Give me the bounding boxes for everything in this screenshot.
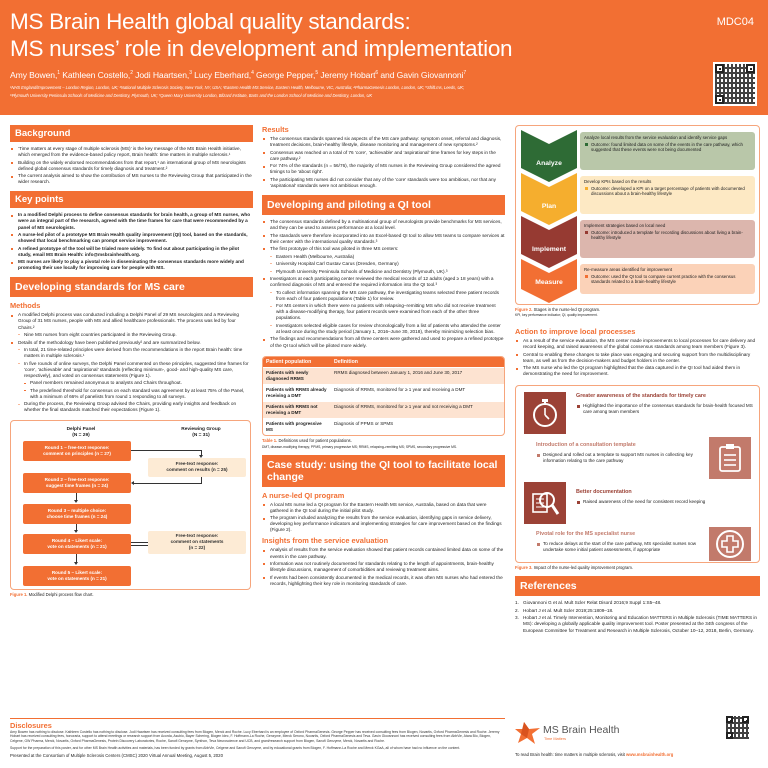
poster-code: MDC04 <box>716 16 754 28</box>
table-cell: Patients with RRMS already receiving a DMT <box>263 384 331 401</box>
column-header: Patient population <box>263 357 331 367</box>
author-affil-sup: 1 <box>57 70 60 77</box>
box-line: Free-text response: <box>175 533 219 538</box>
author-name: George Pepper, <box>256 70 316 80</box>
qi-tool-section <box>262 195 505 449</box>
bullet: The first prototype of this tool was piloted in three MS centers: <box>262 246 505 252</box>
box-line: choose time frames (n = 24) <box>46 513 108 519</box>
author-affil-sup: 5 <box>315 70 319 77</box>
connector-line <box>133 483 202 484</box>
logo-name: MS Brain Health <box>543 724 620 736</box>
bullet: If events had been consistently documented in the medical records, it was often MS nurses who had entered the records, highlighting their key role in monitoring standards of care. <box>262 575 505 587</box>
impact-text <box>536 452 706 464</box>
box-line: comment on principles (n = 27) <box>43 450 111 456</box>
subheading-action: Action to improve local processes <box>515 327 636 336</box>
arrow-down-icon <box>74 530 78 533</box>
impact-title: Greater awareness of the standards for timely care <box>576 393 707 400</box>
reference-item <box>515 600 760 606</box>
caption-text: Modified Delphi process flow chart. <box>27 591 94 597</box>
impact-title: Better documentation <box>576 489 632 496</box>
stage-label: Plan <box>541 203 557 210</box>
bullet: The program included analyzing the results from the service evaluation, identifying gaps in service delivery, developing key performance indicators and implementing strategies for care improvement based on the findings (Figure 2). <box>262 515 505 533</box>
impact-text-content: Designed and rolled out a template to support MS nurses in collecting key information relating to the care pathway <box>543 452 693 463</box>
table-row <box>263 384 504 401</box>
results-section <box>262 125 505 189</box>
impact-text-content: Raised awareness of the need for consistent record keeping <box>583 499 706 505</box>
impact-title: Introduction of a consultation template <box>536 442 636 449</box>
arrow-down-icon <box>199 455 203 458</box>
box-line: Round 3 – multiple choice: <box>47 507 107 513</box>
impact-item <box>576 394 754 414</box>
action-section <box>515 327 760 377</box>
figure2-qi-stages <box>515 125 760 305</box>
table-cell: Patients with progressive MS <box>263 418 331 435</box>
author-name: Jeremy Hobart <box>320 70 376 80</box>
box-line: suggest time frames (n = 24) <box>45 482 109 488</box>
header-n: (N = 31) <box>192 432 210 438</box>
bullet: The findings and recommendations from all three centers were gathered and used to prepare a refined prototype of the QI tool which will be piloted more widely. <box>262 336 505 348</box>
stage-outcome <box>584 274 751 285</box>
sub-bullet: For MS centers in which there were no patients with relapsing–remitting MS who did not receive treatment with a disease-modifying therapy, four patient records were examined from each of the other three populations. <box>262 303 505 321</box>
table-row <box>263 418 504 435</box>
round-5-box <box>23 566 131 586</box>
read-more-text <box>515 752 673 757</box>
figure1-caption <box>10 592 253 597</box>
caption-text: Impact of the nurse-led quality improvement program. <box>532 565 633 571</box>
references-section <box>515 576 760 633</box>
table-cell: Diagnosis of PPMS or SPMS <box>331 418 504 435</box>
section-heading: Key points <box>10 191 253 208</box>
figure1-flowchart <box>10 420 251 590</box>
outcome-text: Outcome: used the QI tool to compare current practice with the consensus standards related to a brain-healthy lifestyle <box>591 273 736 285</box>
impact-item <box>576 490 754 505</box>
connector-line <box>131 542 148 543</box>
stage-outcome <box>584 142 751 153</box>
table1-caption <box>262 438 505 443</box>
impact-text <box>576 499 754 505</box>
box-line: (n = 22) <box>188 545 206 550</box>
presented-at: Presented at the Consortium of Multiple Sclerosis Centers (CMSC) 2020 Virtual Annual Meeting, August 5, 2020 <box>10 753 223 758</box>
caption-label: Table 1. <box>262 437 278 443</box>
subheading-insights: Insights from the service evaluation <box>262 536 389 546</box>
bullet: A modified Delphi process was conducted including a Delphi Panel of 29 MS neurologists and a Reviewing Group of 31 MS nurses, people with MS and allied healthcare professionals. The process was led by four Chairs.² <box>10 312 253 330</box>
sub-bullet: In total, 21 time-related principles were derived from the recommendations in the report Brain health: time matters in multiple sclerosis.¹ <box>10 347 253 359</box>
round-3-box <box>23 504 131 524</box>
impact-text-content: Highlighted the importance of the consensus standards for brain-health focused MS care among team members <box>583 403 753 414</box>
bullet: Consensus was reached on a total of 76 ‘core’, ‘achievable’ and ‘aspirational’ time frames for key steps in the care pathway.² <box>262 150 505 162</box>
bullet-square-icon <box>585 275 588 278</box>
impact-item <box>536 532 706 552</box>
table1-abbreviations: DMT, disease-modifying therapy; PPMS, primary progressive MS; RRMS, relapsing–remitting MS; SPMS, secondary progressive MS. <box>262 444 457 449</box>
author-affil-sup: 7 <box>463 70 467 77</box>
reference-number: 1. <box>515 600 519 606</box>
key-points-section <box>10 191 253 271</box>
section-heading: References <box>515 576 760 596</box>
delphi-panel-header <box>41 427 121 439</box>
poster-title-line2: MS nurses’ role in development and implementation <box>10 36 513 61</box>
bullet: The standards were therefore incorporated into an Excel-based QI tool to allow MS teams to compare services at their center with the international quality standards.³ <box>262 233 505 245</box>
box-line: Free-text response: <box>175 461 219 466</box>
bullet: Information was not routinely documented for standards relating to the length of appointments, brain-healthy lifestyle discussions, management of comorbidities and reviewing treatment aims. <box>262 561 505 573</box>
bullet-square-icon <box>585 143 588 146</box>
caption-text: Definitions used for patient populations. <box>277 437 352 443</box>
author-affil-sup: 2 <box>130 70 133 77</box>
stage-title: Implement strategies based on local need <box>584 223 666 228</box>
sub-sub-bullet: Panel members remained anonymous to analysts and Chairs throughout. <box>10 380 253 386</box>
author-name: Amy Bowen, <box>10 70 58 80</box>
author-name: Kathleen Costello, <box>62 70 131 80</box>
arrow-left-icon <box>131 481 134 485</box>
stage-label: Measure <box>535 279 563 286</box>
table-cell: Diagnosis of RRMS, monitored for ≥ 1 year and receiving a DMT <box>331 384 504 401</box>
developing-standards-section <box>10 277 253 596</box>
author-affil-sup: 3 <box>189 70 192 77</box>
sub-bullet: To collect information spanning the MS care pathway, the investigating teams selected three patient records from each of four patient populations (Table 1) for review. <box>262 290 505 302</box>
box-line: Round 1 – free-text response: <box>44 444 110 450</box>
bullet: A local MS nurse led a QI program for the Eastern Health MS service, Australia, based on data that were gathered in the QI tool during the initial pilot study. <box>262 502 505 514</box>
round-1-box <box>23 441 131 461</box>
bullet-square-icon <box>537 543 540 546</box>
author-name: Lucy Eberhard, <box>194 70 252 80</box>
section-heading: Developing standards for MS care <box>10 277 253 297</box>
website-link[interactable]: www.msbrainhealth.org <box>626 752 674 757</box>
disclosures-section <box>10 718 505 750</box>
stage-measure-box <box>580 264 755 294</box>
sub-bullet: Plymouth University Peninsula Schools of Medicine and Dentistry (Plymouth, UK).³ <box>262 269 505 275</box>
sub-bullet: During the process, the Reviewing Group advised the Chairs, providing early insights and feedback on whether the final standards matched their expectations (Figure 1). <box>10 401 253 413</box>
logo-tagline: Time Matters <box>544 737 567 741</box>
reference-item <box>515 615 760 633</box>
bullet: The current analysis aimed to show the contribution of MS nurses to the Reviewing Group that participated in the wider research. <box>10 173 253 185</box>
subheading-methods: Methods <box>10 301 41 311</box>
subheading-disclosures: Disclosures <box>10 721 52 730</box>
bullet: ‘Time matters at every stage of multiple sclerosis (MS)’ is the key message of the MS Brain Health initiative, which emerged from the evidence-based policy report, Brain health: time matters in multiple sclerosis.¹ <box>10 146 253 158</box>
table-cell: Patients with newly diagnosed RRMS <box>263 367 331 384</box>
table1-patient-populations <box>262 356 505 436</box>
box-line: comment on statements <box>170 539 224 544</box>
outcome-text: Outcome: developed a KPI on a target percentage of patients with documented discussions about a brain-healthy lifestyle <box>591 185 745 197</box>
column-header: Definition <box>331 357 504 367</box>
outcome-text: Outcome: introduced a template for recording discussions about living a brain-healthy lifestyle <box>591 229 743 241</box>
support-text: Support for the preparation of this poster, and for other MS Brain Health activities and materials, has been funded by grants from AbbVie, Celgene and Sanofi Genzyme, and by educational grants from Biogen, F. Hoffmann-La Roche and Merck KGaA, all of whom have had no influence on the content. <box>10 745 461 750</box>
sub-bullet: Eastern Health (Melbourne, Australia) <box>262 254 505 260</box>
bullet-square-icon <box>585 231 588 234</box>
box-line: Round 2 – free-text response: <box>44 476 110 482</box>
sub-bullet: In five rounds of online surveys, the Delphi Panel commented on these principles, suggested time frames for ‘core’, ‘achievable’ and ‘aspirational’ standards (reflecting minimum-, good- and high-quality MS care, respectively), and voted on consensus statements (Figure 1). <box>10 361 253 379</box>
figure2-caption <box>515 307 760 312</box>
stage-label: Implement <box>532 246 566 253</box>
caption-label: Figure 1. <box>10 591 28 597</box>
reference-text: Hobart J et al. Timely Intervention, Monitoring and Education MATTERS in Multiple Sclerosis (TIME MATTERS in MS): developing a globally applicable quality improvement tool. Poster presented at the 34th congress of the European Committee for Treatment and Research in Multiple Sclerosis, October 10–12, 2018, Berlin, Germany. <box>523 615 758 633</box>
reference-text: Giovannoni G et al. Mult Scler Relat Disord 2016;9 Suppl 1:S5–48. <box>523 600 662 606</box>
box-line: vote on statements (n = 21) <box>47 543 107 549</box>
column-left <box>10 125 253 603</box>
bullet: The consensus standards defined by a multinational group of neurologists provide benchmarks for MS services, and they can be used to assess performance at a local level. <box>262 219 505 231</box>
box-line: vote on statements (n = 21) <box>47 575 107 581</box>
bullet: The MS nurse who led the QI program highlighted that the data captured in the QI tool had aided them in demonstrating the need for improvement. <box>515 365 760 377</box>
review-1-box <box>148 458 246 477</box>
bullet: As a result of the service evaluation, the MS center made improvements to local processes for care delivery and record keeping, and raised awareness of the global consensus standards among team members (Figure 3). <box>515 338 760 350</box>
reference-number: 2. <box>515 607 519 613</box>
reference-text: Hobart J et al. Mult Scler 2019;25:1809–18. <box>523 607 614 613</box>
impact-title: Pivotal role for the MS specialist nurse <box>536 531 636 538</box>
stopwatch-icon <box>524 392 566 434</box>
affiliations-line2: ⁶Plymouth University Peninsula Schools of Medicine and Dentistry, Plymouth, UK; ⁷Queen Mary University London, Blizard Institute, Barts and the London School of Medicine and Dentistry, London, UK <box>10 93 373 98</box>
section-heading: Case study: using the QI tool to facilitate local change <box>262 455 505 487</box>
clipboard-icon <box>709 437 751 479</box>
bullet: Investigators at each participating center reviewed the medical records of 12 adults (aged ≥ 18 years) with a confirmed diagnosis of MS and entered the required information into the QI tool.³ <box>262 276 505 288</box>
disclosures-text: Amy Bowen has nothing to disclose. Kathleen Costello has nothing to disclose. Jodi Haartsen has received consulting fees from Biogen, Merck and Roche. Lucy Eberhard is an employee of Oxford PharmaGenesis. George Pepper has received consulting fees from Biogen, Novartis, Oxford PharmaGenesis and Roche. Jeremy Hobart has received consulting fees, honoraria, support to attend meetings or research support from Acorda, Asubio, Bayer Schering, Biogen Idec, F. Hoffmann-La Roche, Genzyme, Merck Serono, Novartis, Oxford PharmaGenesis and Teva. Gavin Giovannoni has received consulting fees from AbbVie, Atara Bio, Biogen, Celgene, GW Pharma, Merck, Novartis, Oxford PharmaGenesis, Protein Discovery Laboratories, Roche, Sanofi Genzyme, Synthon, Teva Neuroscience and UCB, and grant/research support from Biogen, Sanofi Genzyme, Merck, Novartis and Roche. <box>10 730 500 743</box>
column-middle <box>262 125 505 593</box>
author-affil-sup: 6 <box>375 70 379 77</box>
subheading-nurse-led-program: A nurse-led QI program <box>262 490 345 500</box>
bullet-square-icon <box>537 454 540 457</box>
section-heading: Developing and piloting a QI tool <box>262 195 505 215</box>
qr-code-icon[interactable] <box>713 62 757 106</box>
subheading-results: Results <box>262 125 289 134</box>
column-right <box>515 125 760 640</box>
background-section <box>10 125 253 185</box>
bullet-square-icon <box>577 501 580 504</box>
caption-label: Figure 3. <box>515 565 533 571</box>
author-affil-sup: 4 <box>251 70 254 77</box>
table-row <box>263 367 504 384</box>
bullet: The consensus standards spanned six aspects of the MS care pathway: symptom onset, referral and diagnosis, treatment decisions, brain-healthy lifestyle, disease monitoring and management of new symptoms.² <box>262 136 505 148</box>
sub-sub-bullet: The predefined threshold for consensus on each standard was agreement by at least 75% of the Panel, with a minimum of 66% of panelists from round 1 responding to all surveys. <box>10 388 253 400</box>
poster-title-line1: MS Brain Health global quality standards: <box>10 9 411 34</box>
review-2-box <box>148 531 246 554</box>
sub-bullet: Investigators selected eligible cases for review chronologically from a list of patients who attended the center at least once during the study period (January 1, 2016–June 30, 2018), thereby minimizing selection bias. <box>262 323 505 335</box>
impact-text <box>536 541 706 553</box>
arrow-down-icon <box>74 562 78 565</box>
header-label: Reviewing Group <box>181 426 221 432</box>
bullet: A nurse-led pilot of a prototype MS Brain Health quality improvement (QI) tool, based on the standards, showed that local benchmarking can prompt service improvement. <box>10 232 253 244</box>
impact-text <box>576 403 754 415</box>
box-line: Round 5 – Likert scale: <box>51 569 103 575</box>
stage-outcome <box>584 230 751 241</box>
round-2-box <box>23 473 131 493</box>
medical-cross-icon <box>709 527 751 561</box>
stage-outcome <box>584 186 751 197</box>
impact-item <box>536 443 706 463</box>
bullet: Details of the methodology have been published previously² and are summarized below. <box>10 340 253 346</box>
reviewing-group-header <box>161 427 241 439</box>
bullet: Analysis of results from the service evaluation showed that patient records contained limited data on some of the events in the care pathway. <box>262 547 505 559</box>
connector-line <box>131 450 201 451</box>
bullet: Building on the widely endorsed recommendations from that report,¹ an international group of MS neurologists defined global consensus standards for timely diagnosis and treatment.² <box>10 160 253 172</box>
qr-code-icon[interactable] <box>724 714 751 741</box>
stage-title: Analyze local results from the service evaluation and identify service gaps <box>584 135 728 140</box>
magnifier-document-icon <box>524 482 566 524</box>
table-cell: RRMS diagnosed between January 1, 2016 and June 30, 2017 <box>331 367 504 384</box>
arrow-down-icon <box>74 500 78 503</box>
table-row <box>263 401 504 418</box>
bullet-square-icon <box>585 187 588 190</box>
affiliations-line1: ¹NHS England/Improvement – London Region, London, UK; ²National Multiple Sclerosis Society, New York, NY, USA; ³Eastern Health MS Service, Eastern Health, Melbourne, VIC, Australia; ⁴PharmaGenesis London, London, UK; ⁵Shift.ms, Leeds, UK; <box>10 85 465 90</box>
sub-bullet: University Hospital Carl Gustav Carus (Dresden, Germany) <box>262 261 505 267</box>
author-name: and Gavin Giovannoni <box>380 70 464 80</box>
bullet: Central to enabling these changes to take place was engaging and securing support from the multidisciplinary team, as well as from the decision-makers and budget holders in the center. <box>515 352 760 364</box>
table-header-row <box>263 357 504 367</box>
stage-implement-box <box>580 220 755 258</box>
bullet: For 74% of the standards (n = 56/76), the majority of MS nurses in the Reviewing Group considered the agreed timings to be ‘about right’. <box>262 163 505 175</box>
ms-brain-health-logo <box>515 721 625 745</box>
bullet: A refined prototype of the tool will be trialed more widely. To find out about participating in the pilot study, email MS Brain Health: info@msbrainhealth.org. <box>10 246 253 258</box>
stage-plan-box <box>580 176 755 214</box>
stage-measure <box>521 259 577 304</box>
box-line: comment on results (n = 25) <box>166 467 228 472</box>
figure3-impact <box>515 385 760 563</box>
table-cell: Patients with RRMS not receiving a DMT <box>263 401 331 418</box>
caption-text: Stages in the nurse-led QI program. <box>532 307 601 312</box>
stage-title: Re-measure areas identified for improvement <box>584 267 673 272</box>
figure3-caption <box>515 565 760 570</box>
author-name: Jodi Haartsen, <box>135 70 190 80</box>
round-4-box <box>23 534 131 554</box>
reference-item <box>515 608 760 614</box>
read-more-label: To read Brain health: time matters in multiple sclerosis, visit <box>515 752 627 757</box>
bullet: MS nurses are likely to play a pivotal role in disseminating the consensus standards more widely and promoting their use locally for improving care for people with MS. <box>10 259 253 271</box>
section-heading: Background <box>10 125 253 142</box>
sub-bullet: Nine MS nurses from eight countries participated in the Reviewing Group. <box>10 332 253 338</box>
table-cell: Diagnosis of RRMS, monitored for ≥ 1 year and not receiving a DMT <box>331 401 504 418</box>
caption-label: Figure 2. <box>515 307 533 312</box>
case-study-section <box>262 455 505 587</box>
outcome-text: Outcome: found limited data on some of the events in the care pathway, which suggested that these events were not being documented <box>591 141 743 153</box>
bullet: The participating MS nurses did not consider that any of the ‘core’ standards were too ambitious, nor that any ‘aspirational’ standards were not ambitious enough. <box>262 177 505 189</box>
stage-analyze-box <box>580 132 755 170</box>
header-label: Delphi Panel <box>66 426 96 432</box>
connector-line <box>131 545 148 546</box>
author-list <box>10 70 466 80</box>
stage-label: Analyze <box>536 160 562 167</box>
star-logo-icon <box>515 721 541 745</box>
box-line: Round 4 – Likert scale: <box>51 537 103 543</box>
figure2-abbreviations: KPI, key performance indicator; QI, quality improvement. <box>515 313 598 317</box>
bullet: In a modified Delphi process to define consensus standards for brain health, a group of MS nurses, who were an integral part of the research, agreed with the time frames for care that were recommended by a panel of MS neurologists. <box>10 212 253 230</box>
stage-title: Develop KPIs based on the results <box>584 179 652 184</box>
header-n: (N = 29) <box>72 432 90 438</box>
impact-text-content: To reduce delays at the start of the care pathway, MS specialist nurses now undertake some initial patient assessments, if appropriate <box>543 541 697 552</box>
poster-header <box>0 0 768 115</box>
reference-number: 3. <box>515 615 519 621</box>
bullet-square-icon <box>577 405 580 408</box>
